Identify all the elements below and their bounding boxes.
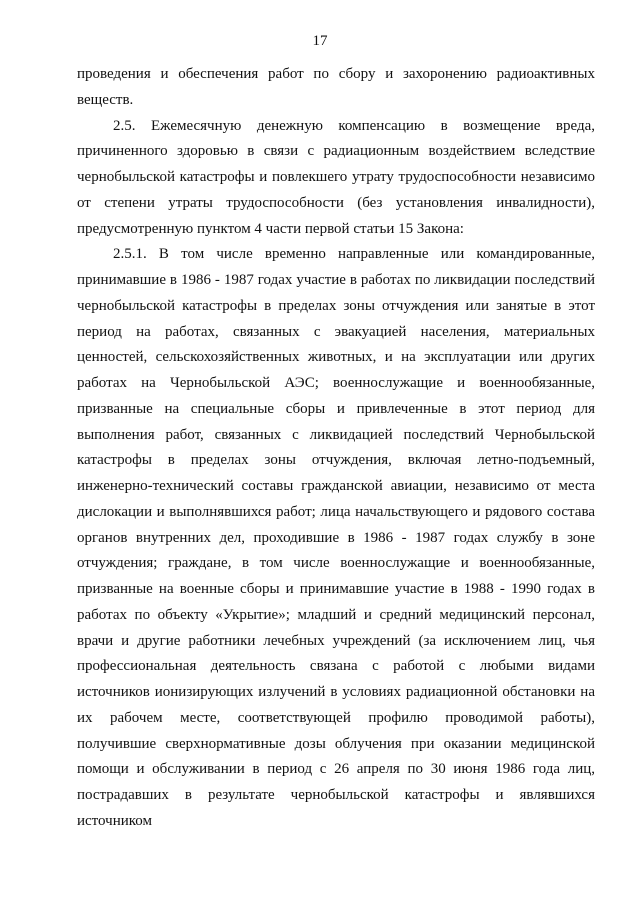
paragraph-continuation: проведения и обеспечения работ по сбору и захоронению радиоактивных веществ. bbox=[77, 66, 595, 108]
paragraph-2-5: 2.5. Ежемесячную денежную компенсацию в возмещение вреда, причиненного здоровью в связи с радиационным воздействием вследствие чернобыльской катастрофы и повлекшего утрату трудоспособности независимо от степени утраты трудоспособности (без установления инвалидности), предусмотренную пунктом 4 части первой статьи 15 Закона: bbox=[77, 117, 595, 237]
page-number: 17 bbox=[312, 33, 328, 49]
document-body bbox=[77, 62, 595, 835]
paragraph-2-5-1: 2.5.1. В том числе временно направленные или командированные, принимавшие в 1986 - 1987 годах участие в работах по ликвидации последствий чернобыльской катастрофы в пределах зоны отчуждения или занятые в этот период на работах, связанных с эвакуацией населения, материальных ценностей, сельскохозяйственных животных, и на эксплуатации или других работах на Чернобыльской АЭС; военнослужащие и военнообязанные, призванные на специальные сборы и привлеченные в этот период для выполнения работ, связанных с ликвидацией последствий Чернобыльской катастрофы в пределах зоны отчуждения, включая летно-подъемный, инженерно-технический составы гражданской авиации, независимо от места дислокации и выполнявшихся работ; лица начальствующего и рядового состава органов внутренних дел, проходившие в 1986 - 1987 годах службу в зоне отчуждения; граждане, в том числе военнослужащие и военнообязанные, призванные на военные сборы и принимавшие участие в 1988 - 1990 годах в работах по объекту «Укрытие»; младший и средний медицинский персонал, врачи и другие работники лечебных учреждений (за исключением лиц, чья профессиональная деятельность связана с работой с любыми видами источников ионизирующих излучений в условиях радиационной обстановки на их рабочем месте, соответствующей профилю проводимой работы), получившие сверхнормативные дозы облучения при оказании медицинской помощи и обслуживании в период с 26 апреля по 30 июня 1986 года лиц, пострадавших в результате чернобыльской катастрофы и являвшихся источником bbox=[77, 246, 595, 829]
